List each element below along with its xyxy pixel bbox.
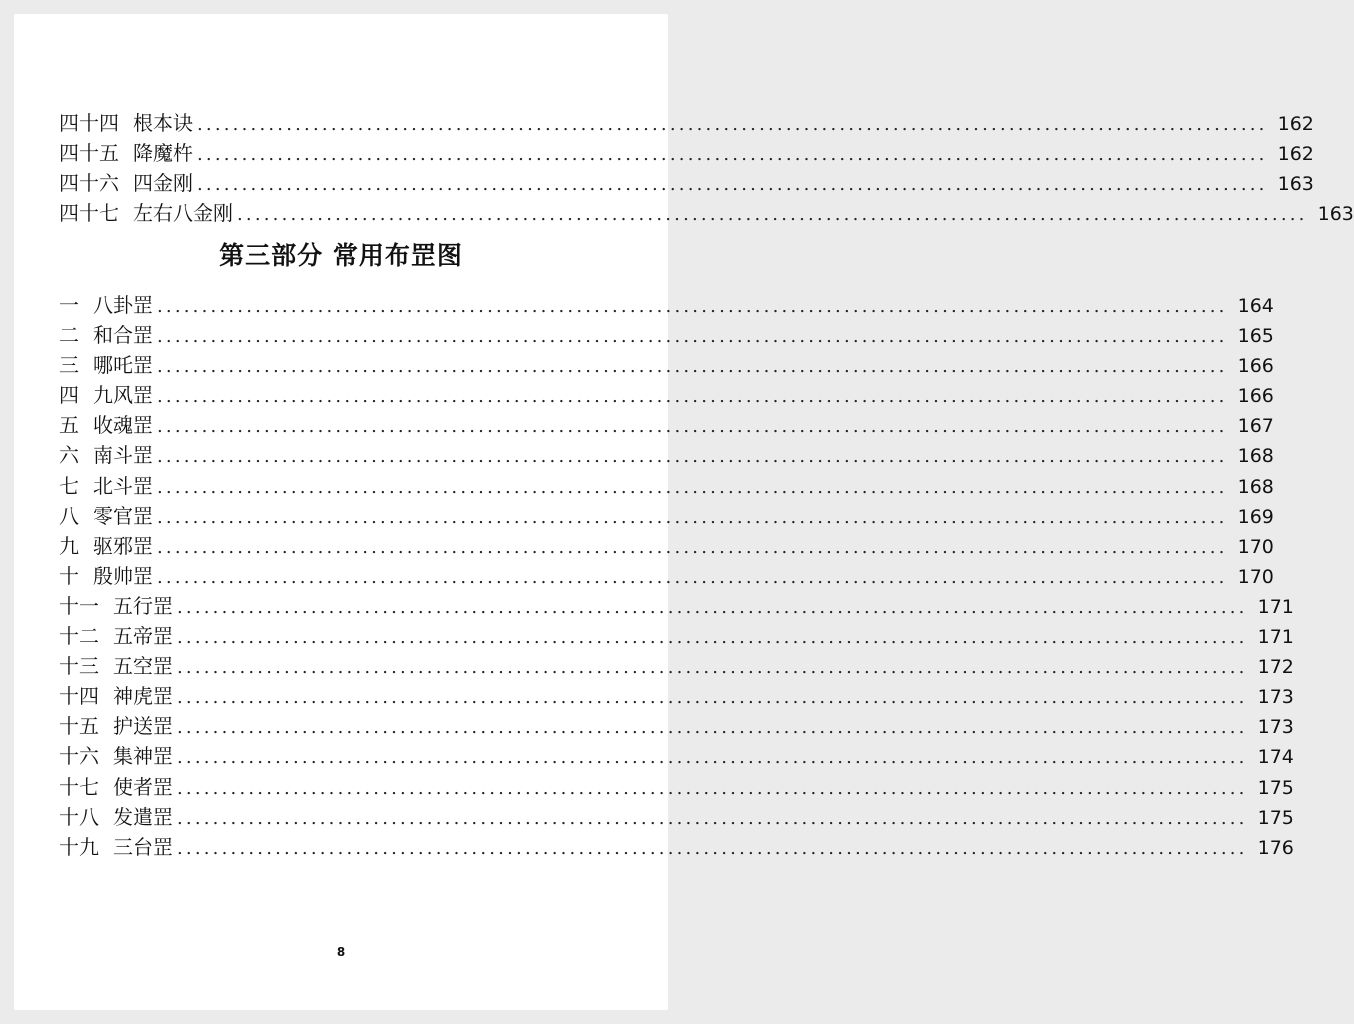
toc-entry-number: 三 (59, 353, 79, 378)
toc-leader-dots: ........................................................................................................................ (177, 717, 1248, 739)
toc-leader-dots: ........................................................................................................................ (157, 416, 1228, 438)
toc-entry[interactable] (59, 349, 1274, 379)
toc-entry-title: 收魂罡 (93, 413, 153, 438)
toc-leader-dots: ........................................................................................................................ (177, 627, 1248, 649)
section-heading: 第三部分 常用布罡图 (219, 241, 463, 270)
toc-entry[interactable] (59, 379, 1274, 409)
toc-entry[interactable] (59, 470, 1274, 500)
toc-entry-title: 神虎罡 (113, 684, 173, 709)
toc-entry-page: 169 (1237, 505, 1274, 528)
toc-entry[interactable] (59, 107, 1314, 137)
toc-entry-title: 护送罡 (113, 714, 173, 739)
toc-entry[interactable] (59, 167, 1314, 197)
toc-entry[interactable] (59, 439, 1274, 469)
toc-entry-number: 四 (59, 383, 79, 408)
toc-entry-title: 驱邪罡 (93, 533, 153, 558)
toc-entry[interactable] (59, 289, 1274, 319)
toc-entry[interactable] (59, 710, 1294, 740)
toc-leader-dots: ........................................................................................................................ (197, 174, 1268, 196)
toc-entry-number: 四十六 (59, 171, 119, 196)
toc-entry-page: 171 (1257, 626, 1294, 649)
toc-leader-dots: ........................................................................................................................ (237, 204, 1308, 226)
toc-entry-number: 十七 (59, 774, 99, 799)
toc-entry-title: 集神罡 (113, 744, 173, 769)
toc-entry-title: 降魔杵 (133, 141, 193, 166)
toc-leader-dots: ........................................................................................................................ (157, 386, 1228, 408)
toc-entry-page: 166 (1237, 355, 1274, 378)
toc-entry-number: 十六 (59, 744, 99, 769)
toc-entry-page: 167 (1237, 415, 1274, 438)
toc-leader-dots: ........................................................................................................................ (177, 687, 1248, 709)
toc-entry-title: 使者罡 (113, 774, 173, 799)
toc-entry-page: 174 (1257, 746, 1294, 769)
toc-entry-number: 五 (59, 413, 79, 438)
toc-entry-number: 十九 (59, 834, 99, 859)
toc-leader-dots: ........................................................................................................................ (177, 777, 1248, 799)
toc-entry-number: 十三 (59, 654, 99, 679)
page-number: 8 (336, 945, 346, 959)
toc-entry-page: 172 (1257, 656, 1294, 679)
toc-entry-title: 五帝罡 (113, 624, 173, 649)
toc-leader-dots: ........................................................................................................................ (177, 596, 1248, 618)
toc-entry-page: 175 (1257, 776, 1294, 799)
toc-entry-page: 170 (1237, 565, 1274, 588)
toc-entry-title: 九风罡 (93, 383, 153, 408)
toc-leader-dots: ........................................................................................................................ (157, 476, 1228, 498)
toc-entry-number: 十一 (59, 593, 99, 618)
toc-entry-number: 十八 (59, 804, 99, 829)
toc-entry-number: 四十五 (59, 141, 119, 166)
toc-entry-title: 南斗罡 (93, 443, 153, 468)
toc-entry-page: 171 (1257, 595, 1294, 618)
toc-entry-page: 175 (1257, 806, 1294, 829)
toc-leader-dots: ........................................................................................................................ (157, 326, 1228, 348)
toc-list-part-two-end (59, 107, 1354, 227)
toc-entry[interactable] (59, 680, 1294, 710)
toc-entry-title: 根本诀 (133, 111, 193, 135)
toc-entry-number: 九 (59, 533, 79, 558)
toc-entry-number: 十 (59, 563, 79, 588)
toc-entry[interactable] (59, 620, 1294, 650)
toc-leader-dots: ........................................................................................................................ (157, 446, 1228, 468)
toc-entry-number: 二 (59, 323, 79, 348)
toc-entry[interactable] (59, 319, 1274, 349)
toc-entry-number: 七 (59, 473, 79, 498)
toc-entry-title: 四金刚 (133, 171, 193, 196)
document-page (14, 14, 1354, 1010)
toc-leader-dots: ........................................................................................................................ (177, 807, 1248, 829)
toc-entry-title: 和合罡 (93, 323, 153, 348)
toc-entry-page: 168 (1237, 445, 1274, 468)
toc-entry[interactable] (59, 771, 1294, 801)
toc-entry[interactable] (59, 500, 1274, 530)
toc-leader-dots: ........................................................................................................................ (177, 837, 1248, 859)
toc-entry-page: 163 (1277, 173, 1314, 196)
toc-entry-page: 166 (1237, 385, 1274, 408)
toc-entry[interactable] (59, 801, 1294, 831)
toc-entry[interactable] (59, 560, 1274, 590)
toc-leader-dots: ........................................................................................................................ (197, 144, 1268, 166)
toc-entry[interactable] (59, 409, 1274, 439)
toc-entry-number: 八 (59, 503, 79, 528)
toc-leader-dots: ........................................................................................................................ (157, 566, 1228, 588)
toc-entry-page: 168 (1237, 475, 1274, 498)
toc-entry[interactable] (59, 590, 1294, 620)
toc-entry[interactable] (59, 137, 1314, 167)
toc-leader-dots: ........................................................................................................................ (157, 506, 1228, 528)
toc-entry-title: 五空罡 (113, 654, 173, 679)
toc-entry-title: 殷帅罡 (93, 563, 153, 588)
toc-entry[interactable] (59, 530, 1274, 560)
toc-entry-page: 176 (1257, 836, 1294, 859)
toc-entry-page: 170 (1237, 535, 1274, 558)
toc-entry-number: 十四 (59, 684, 99, 709)
toc-entry-page: 165 (1237, 325, 1274, 348)
toc-entry-number: 十二 (59, 624, 99, 649)
toc-leader-dots: ........................................................................................................................ (197, 114, 1268, 135)
toc-entry[interactable] (59, 740, 1294, 770)
toc-entry-page: 162 (1277, 143, 1314, 166)
toc-leader-dots: ........................................................................................................................ (177, 747, 1248, 769)
toc-leader-dots: ........................................................................................................................ (157, 296, 1228, 317)
toc-entry[interactable] (59, 197, 1354, 227)
toc-entry-title: 北斗罡 (93, 473, 153, 498)
toc-list-part-three (59, 289, 1294, 861)
toc-entry[interactable] (59, 831, 1294, 861)
toc-entry-page: 173 (1257, 716, 1294, 739)
toc-entry-number: 四十七 (59, 201, 119, 226)
toc-entry-page: 164 (1237, 295, 1274, 317)
toc-entry-number: 一 (59, 293, 79, 317)
toc-entry-number: 六 (59, 443, 79, 468)
toc-entry-title: 左右八金刚 (133, 201, 233, 226)
toc-leader-dots: ........................................................................................................................ (157, 536, 1228, 558)
toc-leader-dots: ........................................................................................................................ (177, 657, 1248, 679)
toc-entry-title: 发遣罡 (113, 804, 173, 829)
toc-entry-title: 哪吒罡 (93, 353, 153, 378)
toc-entry[interactable] (59, 650, 1294, 680)
toc-entry-title: 五行罡 (113, 593, 173, 618)
toc-entry-page: 173 (1257, 686, 1294, 709)
toc-leader-dots: ........................................................................................................................ (157, 356, 1228, 378)
toc-entry-page: 163 (1317, 203, 1354, 226)
toc-entry-title: 零官罡 (93, 503, 153, 528)
toc-entry-number: 十五 (59, 714, 99, 739)
toc-entry-page: 162 (1277, 113, 1314, 135)
toc-entry-title: 八卦罡 (93, 293, 153, 317)
toc-entry-number: 四十四 (59, 111, 119, 135)
toc-entry-title: 三台罡 (113, 834, 173, 859)
